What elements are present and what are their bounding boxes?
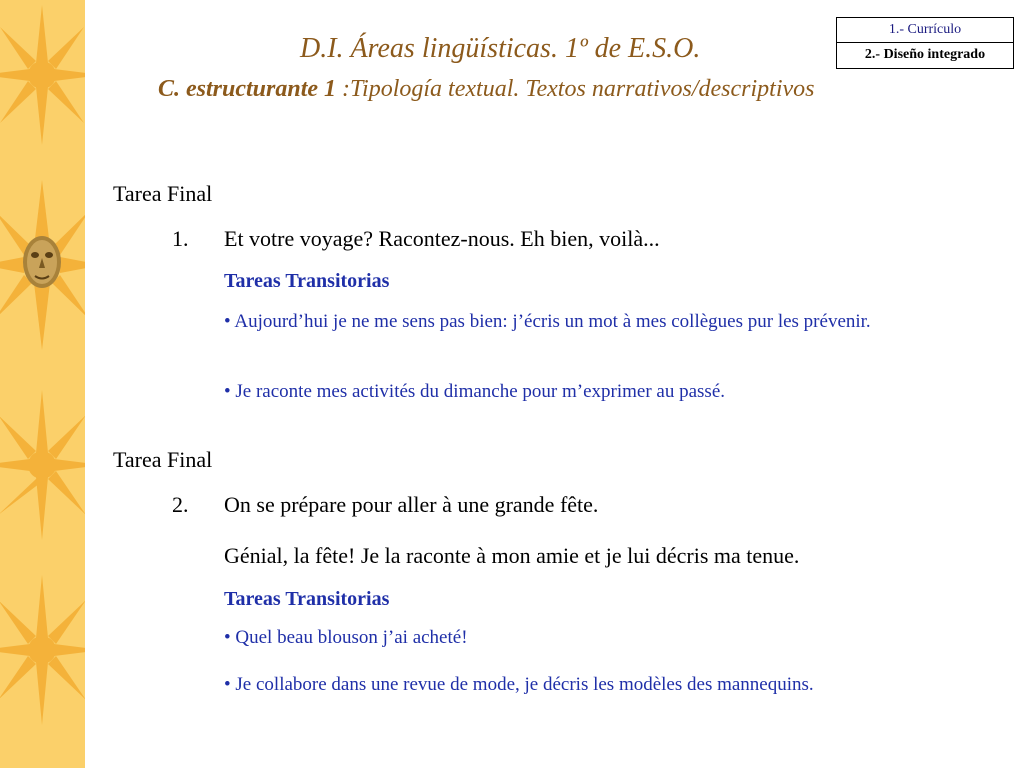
navigation-box bbox=[836, 17, 1014, 69]
section2-bullet-1: • Quel beau blouson j’ai acheté! bbox=[224, 627, 468, 648]
page-title: D.I. Áreas lingüísticas. 1º de E.S.O. bbox=[300, 33, 701, 64]
nav-link-diseno-integrado[interactable]: 2.- Diseño integrado bbox=[864, 47, 986, 62]
page-subtitle bbox=[158, 76, 814, 103]
sun-face-icon bbox=[23, 236, 61, 288]
section2-bullet-2: • Je collabore dans une revue de mode, je décris les modèles des mannequins. bbox=[224, 674, 814, 695]
section2-transitorias-label: Tareas Transitorias bbox=[224, 588, 390, 610]
section1-bullet-1: • Aujourd’hui je ne me sens pas bien: j’écris un mot à mes collègues pur les prévenir. bbox=[224, 311, 871, 332]
subtitle-rest: :Tipología textual. Textos narrativos/descriptivos bbox=[336, 76, 815, 102]
section1-task: Et votre voyage? Racontez-nous. Eh bien, voilà... bbox=[224, 226, 660, 251]
nav-link-curriculo[interactable]: 1.- Currículo bbox=[837, 18, 1013, 43]
section1-bullet-2: • Je raconte mes activités du dimanche pour m’exprimer au passé. bbox=[224, 381, 726, 402]
subtitle-bold: C. estructurante 1 bbox=[158, 76, 337, 102]
section2-task: On se prépare pour aller à une grande fête. bbox=[224, 492, 599, 517]
decorative-sidebar bbox=[0, 0, 85, 768]
section2-heading: Tarea Final bbox=[113, 447, 213, 472]
section1-number: 1. bbox=[172, 226, 189, 251]
section1-heading: Tarea Final bbox=[113, 181, 213, 206]
section1-transitorias-label: Tareas Transitorias bbox=[224, 270, 390, 292]
section2-number: 2. bbox=[172, 492, 189, 517]
sun-pattern-icon bbox=[0, 0, 85, 768]
section2-task-2: Génial, la fête! Je la raconte à mon amie et je lui décris ma tenue. bbox=[224, 543, 800, 568]
